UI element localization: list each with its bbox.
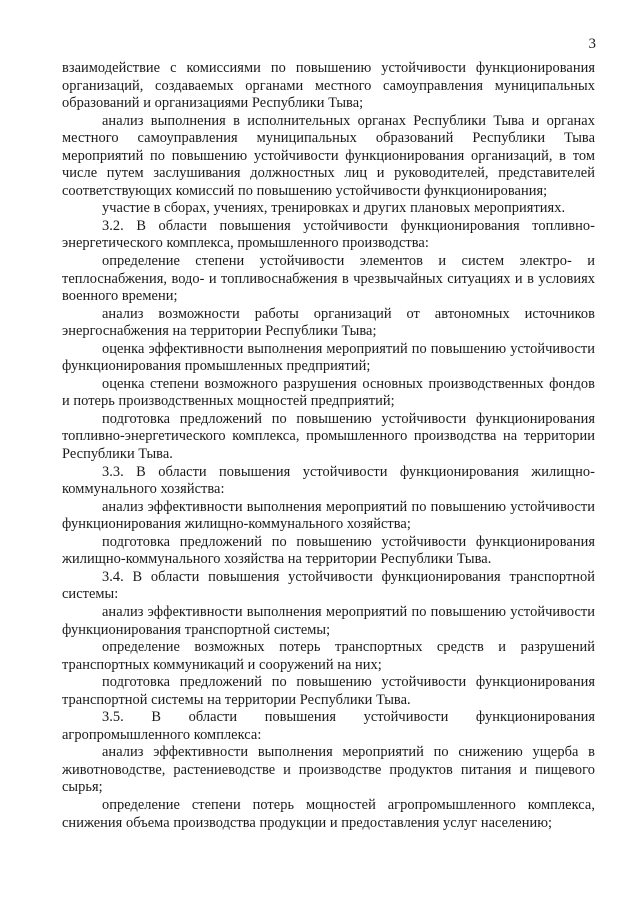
- document-body: [62, 60, 595, 832]
- paragraph: определение степени устойчивости элементов и систем электро- и теплоснабжения, водо- и топливоснабжения в чрезвычайных ситуациях и в условиях военного времени;: [62, 253, 595, 305]
- paragraph: анализ эффективности выполнения мероприятий по повышению устойчивости функционирования транспортной системы;: [62, 603, 595, 638]
- section-heading-3-2: 3.2. В области повышения устойчивости функционирования топливно-энергетического комплекса, промышленного производства:: [62, 217, 595, 252]
- paragraph: подготовка предложений по повышению устойчивости функционирования топливно-энергетического комплекса, промышленного производства на территории Республики Тыва.: [62, 410, 595, 463]
- paragraph: подготовка предложений по повышению устойчивости функционирования транспортной системы на территории Республики Тыва.: [62, 674, 595, 708]
- section-heading-3-5: 3.5. В области повышения устойчивости функционирования агропромышленного комплекса:: [62, 709, 595, 743]
- paragraph: взаимодействие с комиссиями по повышению устойчивости функционирования организаций, создаваемых органами местного самоуправления муниципальных образований и организациями Республики Тыва;: [62, 60, 595, 112]
- section-heading-3-4: 3.4. В области повышения устойчивости функционирования транспортной системы:: [62, 568, 595, 603]
- paragraph: анализ эффективности выполнения мероприятий по повышению устойчивости функционирования жилищно-коммунального хозяйства;: [62, 498, 595, 533]
- paragraph: анализ возможности работы организаций от автономных источников энергоснабжения на территории Республики Тыва;: [62, 305, 595, 340]
- page-number: 3: [588, 36, 596, 52]
- paragraph: определение степени потерь мощностей агропромышленного комплекса, снижения объема производства продукции и предоставления услуг населению;: [62, 796, 595, 831]
- paragraph: оценка эффективности выполнения мероприятий по повышению устойчивости функционирования промышленных предприятий;: [62, 340, 595, 375]
- paragraph: анализ выполнения в исполнительных органах Республики Тыва и органах местного самоуправления муниципальных образований Республики Тыва мероприятий по повышению устойчивости функционирования организаций, в том числе путем заслушивания должностных лиц и руководителей, представителей соответствующих комиссий по повышению устойчивости функционирования;: [62, 112, 595, 199]
- section-heading-3-3: 3.3. В области повышения устойчивости функционирования жилищно-коммунального хозяйства:: [62, 463, 595, 498]
- paragraph: подготовка предложений по повышению устойчивости функционирования жилищно-коммунального хозяйства на территории Республики Тыва.: [62, 533, 595, 568]
- paragraph: определение возможных потерь транспортных средств и разрушений транспортных коммуникаций и сооружений на них;: [62, 639, 595, 673]
- paragraph: оценка степени возможного разрушения основных производственных фондов и потерь производственных мощностей предприятий;: [62, 375, 595, 410]
- paragraph: анализ эффективности выполнения мероприятий по снижению ущерба в животноводстве, растениеводстве и производстве продуктов питания и пищевого сырья;: [62, 744, 595, 796]
- paragraph: участие в сборах, учениях, тренировках и других плановых мероприятиях.: [102, 200, 566, 217]
